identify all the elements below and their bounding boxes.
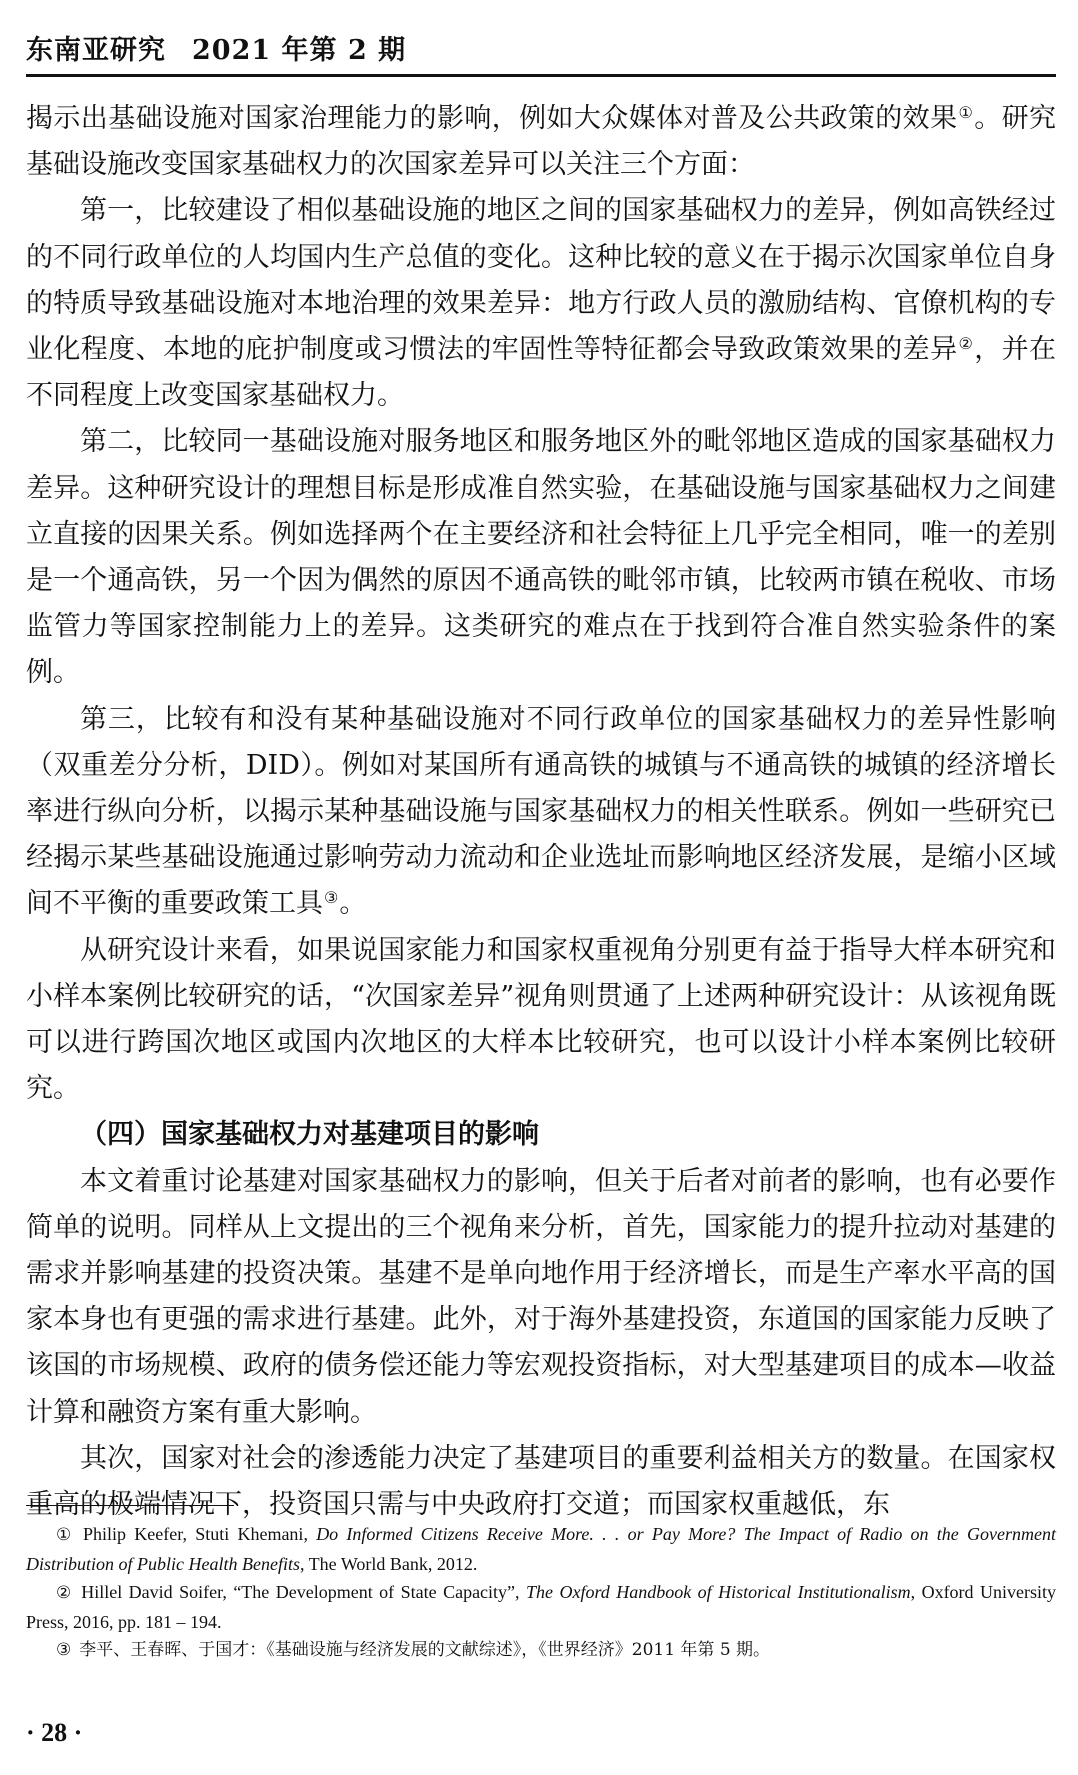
journal-title: 东南亚研究 — [26, 35, 166, 66]
paragraph-5: 从研究设计来看，如果说国家能力和国家权重视角分别更有益于指导大样本研究和小样本案例比较研究的话，“次国家差异”视角则贯通了上述两种研究设计：从该视角既可以进行跨国次地区或国内次地区的大样本比较研究，也可以设计小样本案例比较研究。 — [26, 934, 1056, 1105]
footnote-ref-2[interactable]: ② — [958, 334, 974, 354]
footnote-ref-3[interactable]: ③ — [324, 888, 339, 908]
paragraph-6: 本文着重讨论基建对国家基础权力的影响，但关于后者对前者的影响，也有必要作简单的说明。同样从上文提出的三个视角来分析，首先，国家能力的提升拉动对基建的需求并影响基建的投资决策。基建不是单向地作用于经济增长，而是生产率水平高的国家本身也有更强的需求进行基建。此外，对于海外基建投资，东道国的国家能力反映了该国的市场规模、政府的债务偿还能力等宏观投资指标，对大型基建项目的成本—收益计算和融资方案有重大影响。 — [26, 1165, 1056, 1428]
issue-label: 2021 年第 2 期 — [192, 35, 407, 66]
paragraph-4: 第三，比较有和没有某种基础设施对不同行政单位的国家基础权力的差异性影响（双重差分分析，DID）。例如对某国所有通高铁的城镇与不通高铁的城镇的经济增长率进行纵向分析，以揭示某种基础设施与国家基础权力的相关性联系。例如一些研究已经揭示某些基础设施通过影响劳动力流动和企业选址而影响地区经济发展，是缩小区域间不平衡的重要政策工具③。 — [26, 703, 1056, 920]
paragraph-7: 其次，国家对社会的渗透能力决定了基建项目的重要利益相关方的数量。在国家权重高的极端情况下，投资国只需与中央政府打交道；而国家权重越低，东 — [26, 1442, 1056, 1521]
header-rule — [26, 74, 1056, 77]
paragraph-1: 揭示出基础设施对国家治理能力的影响，例如大众媒体对普及公共政策的效果①。研究基础设施改变国家基础权力的次国家差异可以关注三个方面： — [26, 103, 1057, 181]
paragraph-3: 第二，比较同一基础设施对服务地区和服务地区外的毗邻地区造成的国家基础权力差异。这种研究设计的理想目标是形成准自然实验，在基础设施与国家基础权力之间建立直接的因果关系。例如选择两个在主要经济和社会特征上几乎完全相同，唯一的差别是一个通高铁，另一个因为偶然的原因不通高铁的毗邻市镇，比较两市镇在税收、市场监管力等国家控制能力上的差异。这类研究的难点在于找到符合准自然实验条件的案例。 — [26, 426, 1056, 689]
footnote-1: ① Philip Keefer, Stuti Khemani, Do Informed Citizens Receive More. . . or Pay More? The Impact of Radio on the Government Distribution of Public Health Benefits, The World Bank, 2012. — [26, 1524, 1056, 1574]
article-body — [26, 96, 1056, 1528]
footnote-2: ② Hillel David Soifer, “The Development of State Capacity”, The Oxford Handbook of Historical Institutionalism, Oxford University Press, 2016, pp. 181 – 194. — [26, 1582, 1056, 1632]
paragraph-2: 第一，比较建设了相似基础设施的地区之间的国家基础权力的差异，例如高铁经过的不同行政单位的人均国内生产总值的变化。这种比较的意义在于揭示次国家单位自身的特质导致基础设施对本地治理的效果差异：地方行政人员的激励结构、官僚机构的专业化程度、本地的庇护制度或习惯法的牢固性等特征都会导致政策效果的差异②，并在不同程度上改变国家基础权力。 — [26, 195, 1057, 412]
section-heading: （四）国家基础权力对基建项目的影响 — [80, 1119, 539, 1151]
footnote-rule — [26, 1505, 234, 1506]
page-number: · 28 · — [26, 1718, 83, 1747]
running-header — [26, 28, 1056, 66]
footnote-ref-1[interactable]: ① — [958, 103, 974, 122]
footnote-3: ③ 李平、王春晖、于国才：《基础设施与经济发展的文献综述》，《世界经济》2011 年第 5 期。 — [56, 1640, 771, 1660]
footnotes — [26, 1520, 1056, 1665]
